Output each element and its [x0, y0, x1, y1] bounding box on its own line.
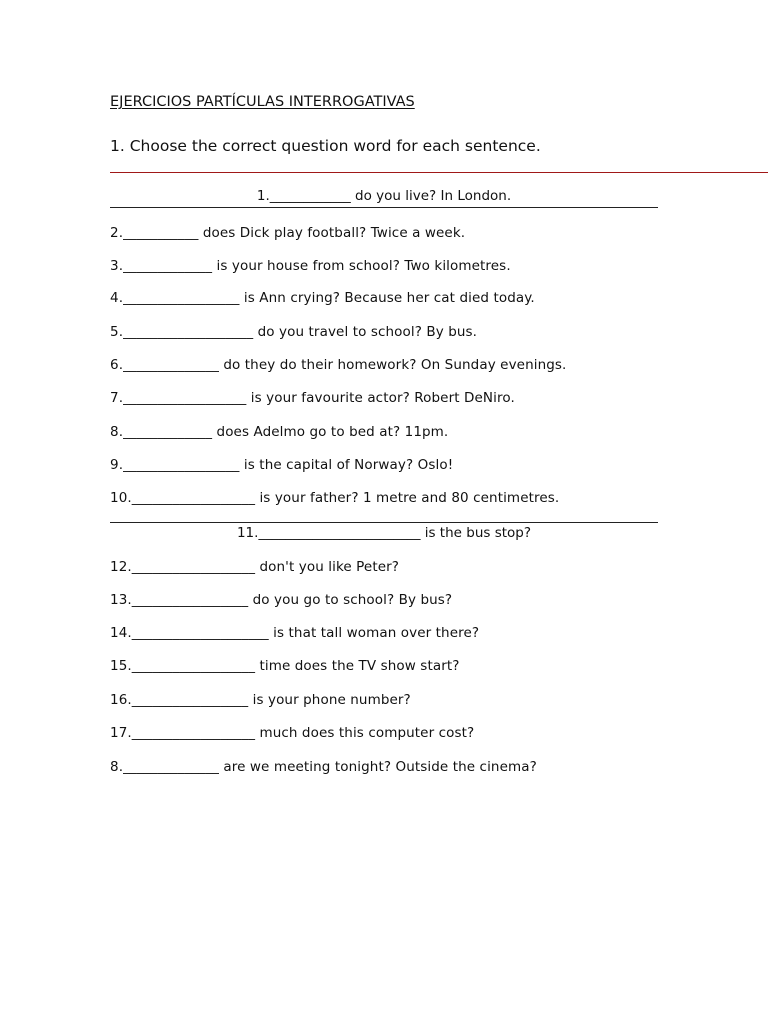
page-title: EJERCICIOS PARTÍCULAS INTERROGATIVAS [110, 94, 415, 110]
item-5: 5.___________________ do you travel to school? By bus. [110, 324, 478, 340]
item-6: 6.______________ do they do their homework? On Sunday evenings. [110, 357, 567, 373]
instruction-text: 1. Choose the correct question word for each sentence. [110, 137, 541, 155]
divider-middle [110, 522, 658, 523]
item-14: 14.____________________ is that tall woman over there? [110, 625, 480, 641]
item-8: 8._____________ does Adelmo go to bed at? 11pm. [110, 424, 449, 440]
item-10: 10.__________________ is your father? 1 metre and 80 centimetres. [110, 490, 560, 506]
item-11: 11.________________________ is the bus stop? [236, 525, 532, 541]
item-7: 7.__________________ is your favourite actor? Robert DeNiro. [110, 390, 515, 406]
item-15: 15.__________________ time does the TV show start? [110, 658, 460, 674]
item-13: 13._________________ do you go to school? By bus? [110, 592, 453, 608]
item-16: 16._________________ is your phone number? [110, 692, 411, 708]
item-9: 9._________________ is the capital of Norway? Oslo! [110, 457, 454, 473]
item-18: 8.______________ are we meeting tonight? Outside the cinema? [110, 759, 537, 775]
red-divider [110, 172, 768, 173]
item-12: 12.__________________ don't you like Peter? [110, 559, 400, 575]
item-3: 3._____________ is your house from school? Two kilometres. [110, 258, 511, 274]
item-17: 17.__________________ much does this computer cost? [110, 725, 475, 741]
item-1: 1.____________ do you live? In London. [256, 188, 512, 204]
item-4: 4._________________ is Ann crying? Because her cat died today. [110, 290, 535, 306]
divider-top [110, 207, 658, 208]
item-2: 2.___________ does Dick play football? Twice a week. [110, 225, 466, 241]
